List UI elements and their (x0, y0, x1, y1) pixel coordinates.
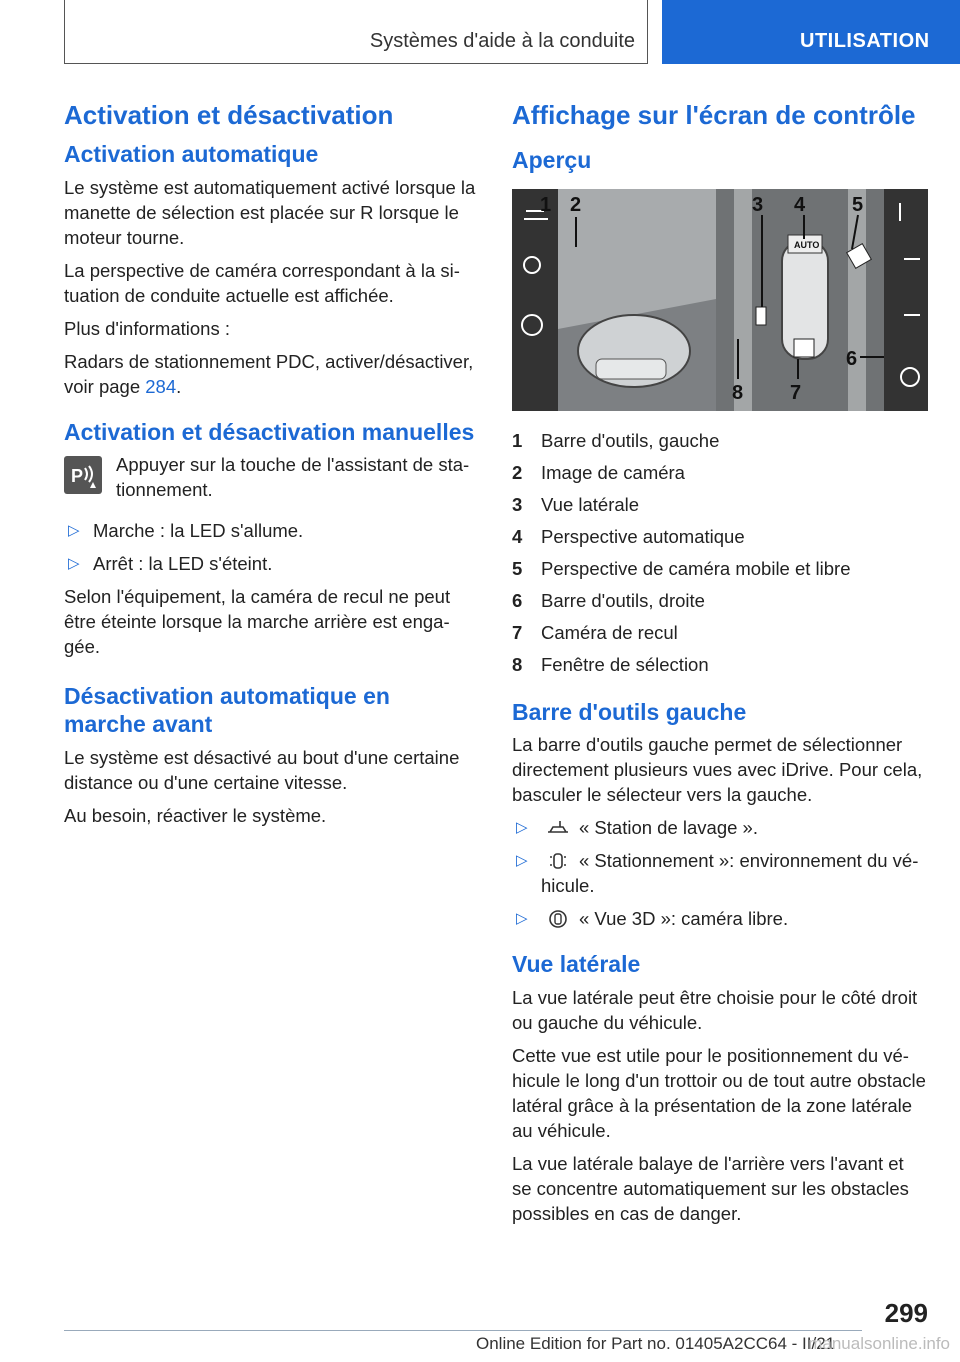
heading-activation: Activation et désactivation (64, 100, 394, 130)
right-column (512, 100, 928, 1234)
triangle-bullet-icon: ▷ (68, 555, 80, 573)
car-wash-icon (545, 819, 571, 837)
paragraph: Cette vue est utile pour le positionnement du véhicule le long d'un trottoir ou de tout autre obstacle latéral grâce à la présentation de la zone latérale au véhicule. (512, 1044, 926, 1141)
page-link[interactable]: 284 (145, 375, 177, 397)
3d-view-icon (545, 910, 571, 928)
paragraph: La vue latérale balaye de l'arrière vers l'avant et se concentre automatiquement sur les obstacles possibles en cas de danger. (512, 1152, 909, 1224)
triangle-bullet-icon: ▷ (68, 522, 80, 540)
paragraph: Selon l'équipement, la caméra de recul ne peut être éteinte lorsque la marche arrière est engagée. (64, 586, 451, 658)
legend-row: 8 Fenêtre de sélection (512, 653, 709, 675)
running-header (64, 0, 648, 64)
list-item: ▷ Arrêt : la LED s'éteint. (68, 553, 273, 575)
callout-4: 4 (794, 193, 806, 216)
paragraph: Au besoin, réactiver le système. (64, 804, 327, 826)
chapter-tab[interactable] (662, 0, 960, 64)
legend-row: 2 Image de caméra (512, 461, 685, 483)
watermark: manualsonline.info (808, 1334, 950, 1353)
legend-row: 4 Perspective automatique (512, 525, 745, 547)
svg-text:P: P (71, 466, 84, 487)
chapter-title: UTILISATION (800, 30, 930, 52)
parking-view-icon (545, 852, 571, 870)
key-instruction (64, 452, 478, 502)
callout-3: 3 (752, 193, 764, 216)
paragraph: La perspective de caméra correspondant à la situation de conduite actuelle est affichée. (64, 259, 460, 306)
auto-badge: AUTO (794, 239, 820, 250)
heading-manual-activation: Activation et désactivation manuelles (64, 418, 475, 445)
callout-6: 6 (846, 347, 858, 370)
callout-1: 1 (540, 193, 552, 216)
edition-note: Online Edition for Part no. 01405A2CC64 - II/21 (476, 1334, 836, 1353)
heading-side-view: Vue latérale (512, 951, 641, 978)
legend-row: 5 Perspective de caméra mobile et libre (512, 557, 851, 579)
key-text: Appuyer sur la touche de l'assistant de stationnement. (116, 454, 470, 501)
legend-row: 3 Vue latérale (512, 493, 640, 515)
heading-overview: Aperçu (512, 147, 592, 174)
toolbar-list (512, 815, 928, 931)
heading-left-toolbar: Barre d'outils gauche (512, 698, 747, 725)
triangle-bullet-icon: ▷ (516, 852, 528, 870)
paragraph: La vue latérale peut être choisie pour le côté droit ou gauche du véhicule. (512, 986, 918, 1033)
legend-row: 6 Barre d'outils, droite (512, 589, 705, 611)
list-item: ▷ « Station de lavage ». (516, 817, 758, 839)
paragraph: La barre d'outils gauche permet de sélectionner directement plusieurs vues avec iDrive. Pour cela, basculer le sélecteur vers la gauche. (512, 734, 923, 806)
callout-7: 7 (790, 381, 802, 404)
list-item: ▷ « Stationnement »: environnement du véhicule. (516, 850, 919, 897)
triangle-bullet-icon: ▷ (516, 819, 528, 837)
legend-row: 7 Caméra de recul (512, 621, 678, 643)
section-title: Systèmes d'aide à la conduite (369, 30, 635, 52)
status-list (64, 518, 478, 576)
paragraph: Plus d'informations : (64, 317, 230, 339)
callout-8: 8 (732, 381, 744, 404)
paragraph: Le système est automatiquement activé lorsque la manette de sélection est placée sur R lorsque le moteur tourne. (64, 176, 476, 248)
list-item: ▷ « Vue 3D »: caméra libre. (516, 908, 789, 930)
callout-5: 5 (852, 193, 864, 216)
callout-legend (512, 425, 928, 681)
callout-2: 2 (570, 193, 582, 216)
parking-assistant-key-icon (64, 456, 102, 494)
paragraph: Le système est désactivé au bout d'une certaine distance ou d'une certaine vitesse. (64, 746, 460, 793)
left-column (64, 100, 478, 836)
paragraph-crossref: Radars de stationnement PDC, activer/désactiver, voir page 284. (64, 350, 474, 397)
camera-screen-illustration (512, 189, 928, 411)
heading-auto-activation: Activation automatique (64, 141, 319, 168)
page-number: 299 (884, 1298, 928, 1328)
heading-control-display: Affichage sur l'écran de contrôle (512, 100, 916, 130)
triangle-bullet-icon: ▷ (516, 910, 528, 928)
legend-row: 1 Barre d'outils, gauche (512, 429, 720, 451)
list-item: ▷ Marche : la LED s'allume. (68, 520, 304, 542)
footer-divider (64, 1330, 862, 1331)
heading-auto-deactivation: Désactivation automatique en marche avant (64, 683, 390, 737)
